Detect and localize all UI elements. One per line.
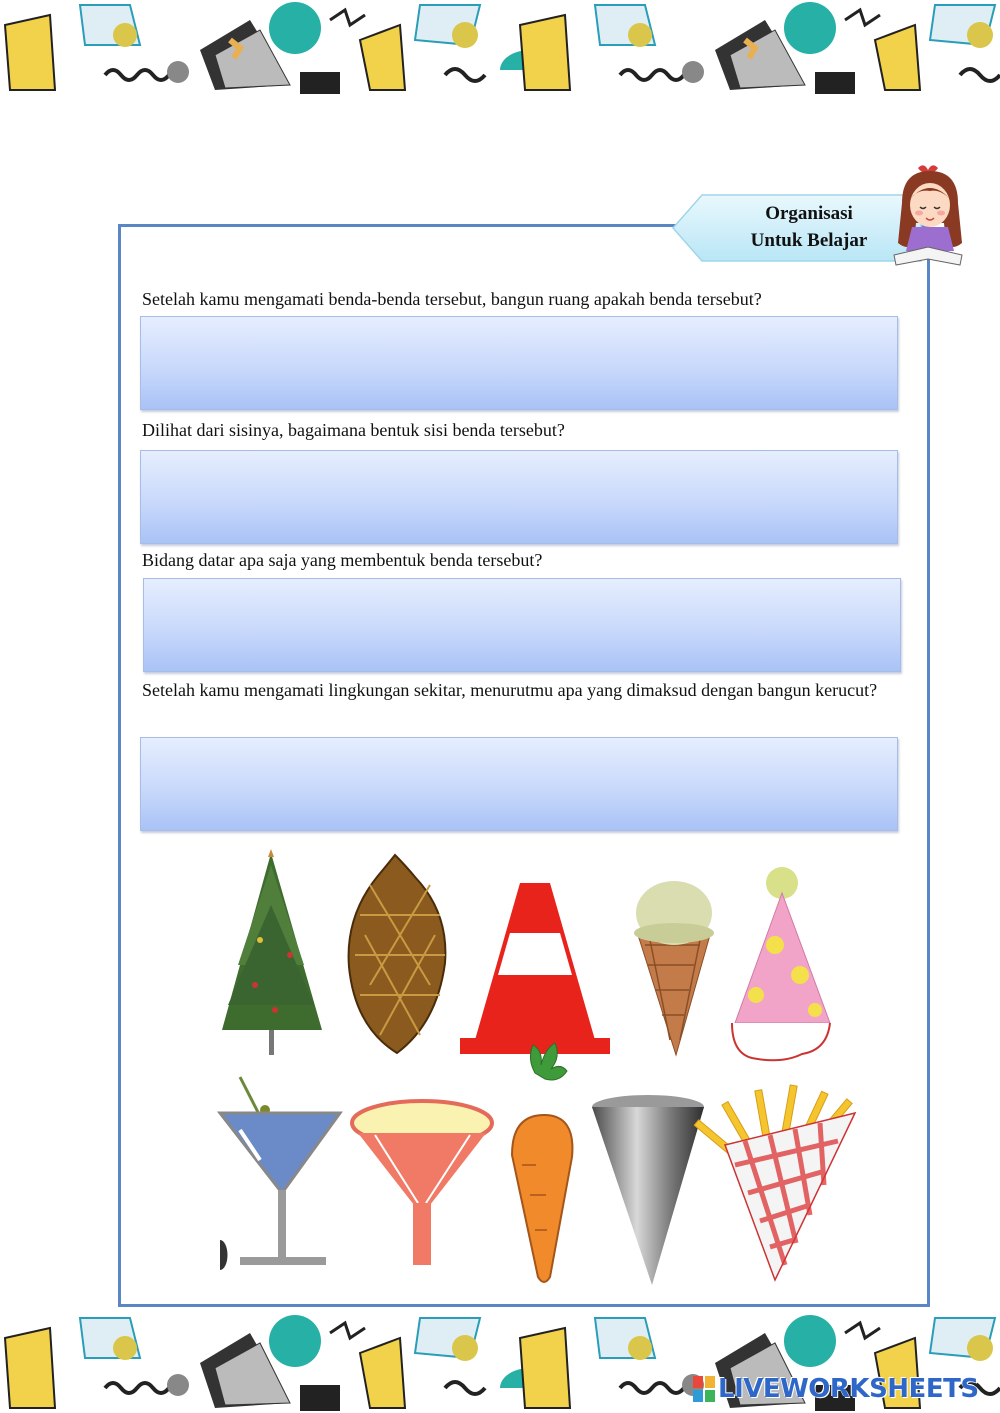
party-hat-icon (732, 867, 830, 1060)
cone-objects-illustration (200, 845, 880, 1295)
watermark-text: LIVEWORKSHEETS (718, 1374, 979, 1404)
answer-box-2[interactable] (140, 450, 898, 544)
pine-cone-icon (349, 855, 446, 1053)
section-tag-line2: Untuk Belajar (750, 230, 868, 251)
section-tag (672, 194, 922, 262)
cocktail-glass-icon (220, 1077, 340, 1270)
section-tag-line1: Organisasi (765, 203, 853, 224)
question-3-text: Bidang datar apa saja yang membentuk benda tersebut? (142, 550, 543, 570)
memphis-pattern-icon (0, 0, 1000, 95)
french-fries-cone-icon (694, 1085, 855, 1280)
question-1-text: Setelah kamu mengamati benda-benda tersebut, bangun ruang apakah benda tersebut? (142, 289, 762, 309)
section-tag-text (702, 200, 916, 254)
question-2-text: Dilihat dari sisinya, bagaimana bentuk sisi benda tersebut? (142, 420, 565, 440)
funnel-icon (352, 1101, 492, 1265)
christmas-tree-icon (222, 849, 322, 1055)
liveworksheets-logo-icon (692, 1375, 716, 1403)
answer-box-1[interactable] (140, 316, 898, 410)
question-4-text: Setelah kamu mengamati lingkungan sekitar, menurutmu apa yang dimaksud dengan bangun kerucut? (142, 680, 878, 700)
top-decorative-border (0, 0, 1000, 95)
girl-reading-icon (890, 163, 970, 273)
metal-cone-icon (592, 1095, 704, 1285)
liveworksheets-watermark (692, 1372, 992, 1406)
traffic-cone-icon (460, 883, 610, 1054)
ice-cream-cone-icon (634, 881, 714, 1055)
carrot-icon (512, 1043, 572, 1282)
answer-box-4[interactable] (140, 737, 898, 831)
answer-box-3[interactable] (143, 578, 901, 672)
